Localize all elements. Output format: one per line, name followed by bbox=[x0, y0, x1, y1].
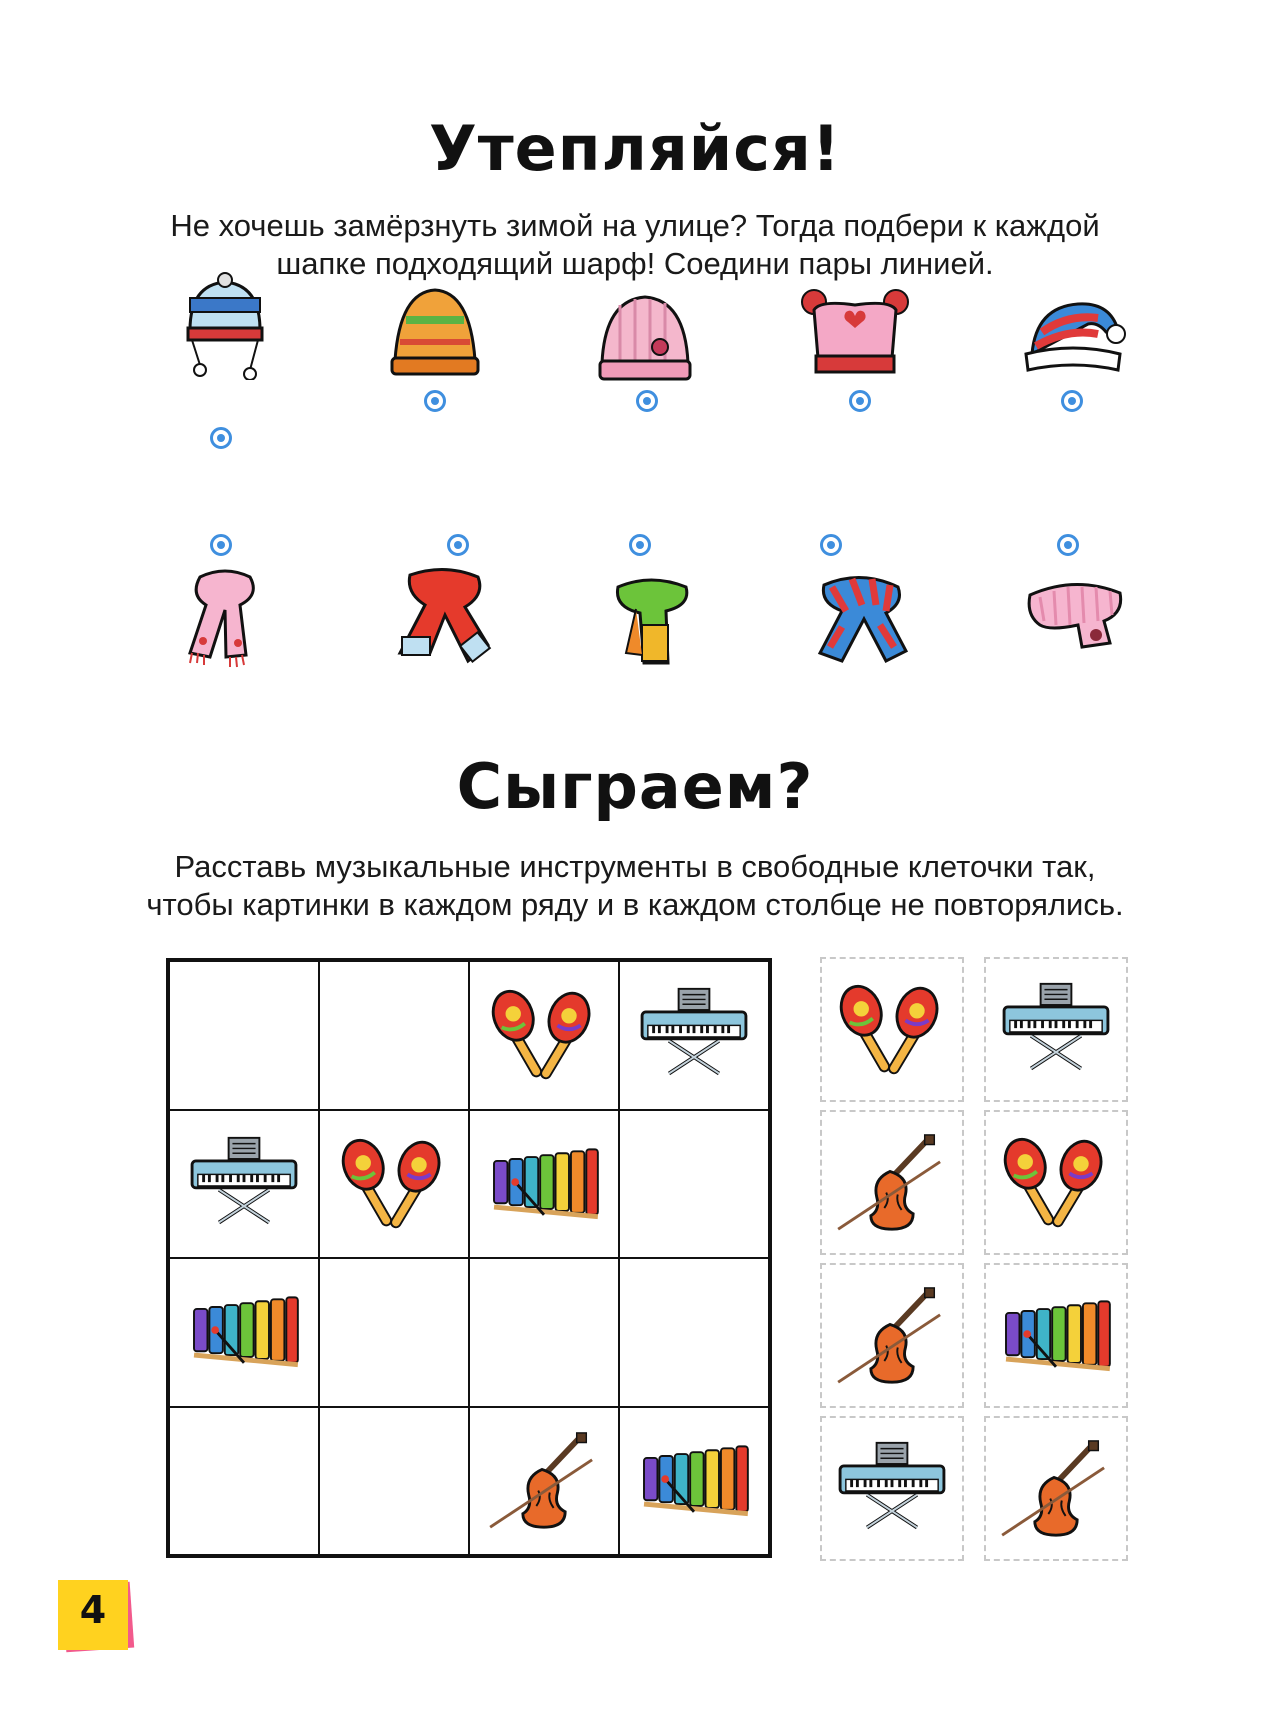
grid-cell-r3-c3[interactable] bbox=[469, 1258, 619, 1407]
red-blue-pattern-scarf-icon bbox=[390, 565, 500, 675]
xylophone-icon bbox=[484, 1134, 604, 1234]
xylophone-icon bbox=[998, 1286, 1114, 1386]
section1-title: Утепляйся! bbox=[428, 112, 842, 185]
grid-cell-r1-c2[interactable] bbox=[319, 961, 469, 1110]
scarf-connect-dot-2[interactable] bbox=[447, 534, 469, 556]
instrument-card-violin[interactable] bbox=[820, 1263, 964, 1408]
pink-heart-scarf-icon bbox=[170, 565, 280, 675]
keyboard-icon bbox=[998, 980, 1114, 1080]
scarf-connect-dot-5[interactable] bbox=[1057, 534, 1079, 556]
instrument-card-maracas[interactable] bbox=[820, 957, 964, 1102]
blue-red-striped-hat-icon bbox=[1018, 282, 1128, 392]
sudoku-grid bbox=[166, 958, 772, 1558]
grid-cell-r3-c1 bbox=[169, 1258, 319, 1407]
violin-icon bbox=[834, 1133, 950, 1233]
violin-icon bbox=[998, 1439, 1114, 1539]
instrument-card-violin[interactable] bbox=[820, 1110, 964, 1255]
grid-cell-r3-c2[interactable] bbox=[319, 1258, 469, 1407]
keyboard-icon bbox=[184, 1134, 304, 1234]
maracas-icon bbox=[998, 1133, 1114, 1233]
maracas-icon bbox=[834, 980, 950, 1080]
grid-cell-r3-c4[interactable] bbox=[619, 1258, 769, 1407]
keyboard-icon bbox=[834, 1439, 950, 1539]
hat-connect-dot-3[interactable] bbox=[636, 390, 658, 412]
grid-cell-r4-c1[interactable] bbox=[169, 1407, 319, 1556]
pink-pompom-hat-icon bbox=[800, 280, 910, 390]
instrument-card-violin[interactable] bbox=[984, 1416, 1128, 1561]
section1-instruction-line1: Не хочешь замёрзнуть зимой на улице? Тогда подбери к каждой bbox=[170, 208, 1100, 243]
blue-knit-earflap-hat-icon bbox=[170, 270, 280, 380]
section2-title: Сыграем? bbox=[456, 750, 814, 823]
keyboard-icon bbox=[634, 985, 754, 1085]
pink-knit-beanie-icon bbox=[590, 285, 700, 395]
hat-connect-dot-5[interactable] bbox=[1061, 390, 1083, 412]
grid-cell-r2-c2 bbox=[319, 1110, 469, 1259]
grid-cell-r1-c3 bbox=[469, 961, 619, 1110]
section2-instruction-line2: чтобы картинки в каждом ряду и в каждом столбце не повторялись. bbox=[146, 887, 1124, 922]
section1-instruction-line2: шапке подходящий шарф! Соедини пары линией. bbox=[276, 246, 994, 281]
grid-cell-r2-c1 bbox=[169, 1110, 319, 1259]
scarf-connect-dot-4[interactable] bbox=[820, 534, 842, 556]
grid-cell-r1-c4 bbox=[619, 961, 769, 1110]
maracas-icon bbox=[334, 1134, 454, 1234]
blue-red-striped-scarf-icon bbox=[806, 565, 916, 675]
grid-cell-r2-c4[interactable] bbox=[619, 1110, 769, 1259]
hat-connect-dot-1[interactable] bbox=[210, 427, 232, 449]
instrument-card-xylophone[interactable] bbox=[984, 1263, 1128, 1408]
page-number: 4 bbox=[79, 1588, 107, 1632]
hat-connect-dot-2[interactable] bbox=[424, 390, 446, 412]
pink-striped-scarf-icon bbox=[1020, 565, 1130, 675]
green-yellow-scarf-icon bbox=[596, 565, 706, 675]
grid-cell-r4-c2[interactable] bbox=[319, 1407, 469, 1556]
cut-out-cards bbox=[820, 957, 1130, 1561]
xylophone-icon bbox=[184, 1282, 304, 1382]
instrument-card-keyboard[interactable] bbox=[820, 1416, 964, 1561]
section2-instruction-line1: Расставь музыкальные инструменты в свободные клеточки так, bbox=[174, 849, 1096, 884]
grid-cell-r2-c3 bbox=[469, 1110, 619, 1259]
page-number-badge bbox=[58, 1580, 132, 1650]
scarf-connect-dot-1[interactable] bbox=[210, 534, 232, 556]
instrument-card-keyboard[interactable] bbox=[984, 957, 1128, 1102]
scarf-connect-dot-3[interactable] bbox=[629, 534, 651, 556]
maracas-icon bbox=[484, 985, 604, 1085]
violin-icon bbox=[834, 1286, 950, 1386]
grid-cell-r4-c4 bbox=[619, 1407, 769, 1556]
grid-cell-r4-c3 bbox=[469, 1407, 619, 1556]
hat-connect-dot-4[interactable] bbox=[849, 390, 871, 412]
grid-cell-r1-c1[interactable] bbox=[169, 961, 319, 1110]
instrument-card-maracas[interactable] bbox=[984, 1110, 1128, 1255]
xylophone-icon bbox=[634, 1431, 754, 1531]
violin-icon bbox=[484, 1431, 604, 1531]
green-orange-beanie-icon bbox=[380, 280, 490, 390]
